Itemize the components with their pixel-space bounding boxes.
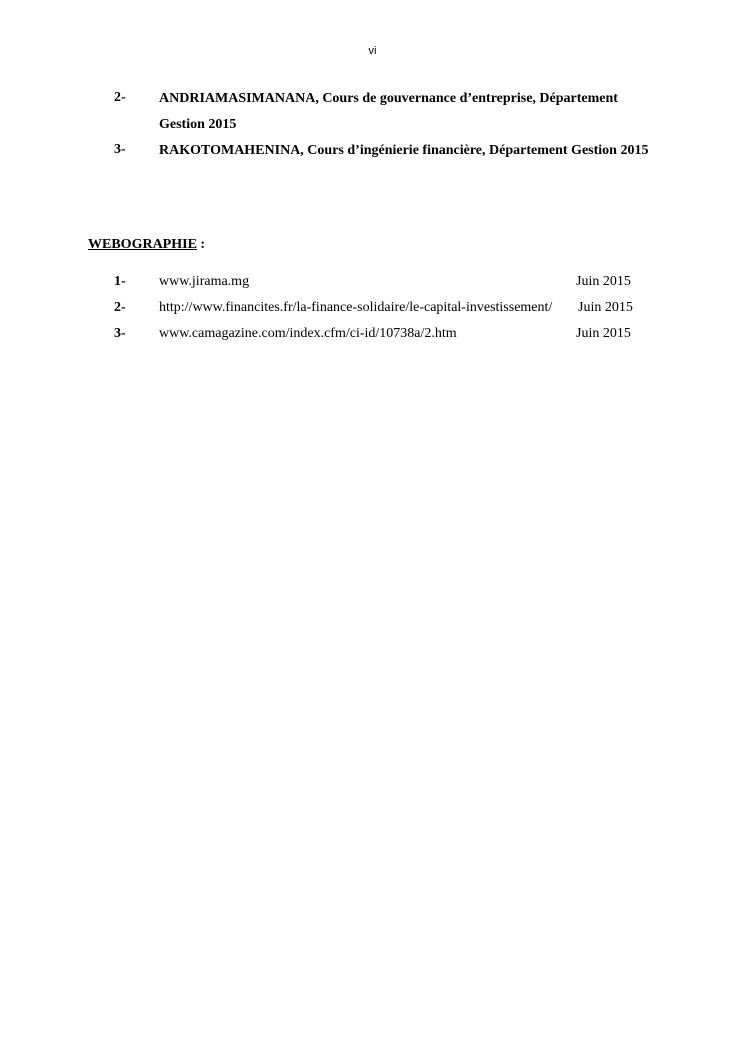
list-item-date: Juin 2015 <box>578 300 633 315</box>
list-item-number: 2- <box>114 300 126 315</box>
list-item-number: 2- <box>114 90 126 105</box>
list-item-link[interactable]: www.camagazine.com/index.cfm/ci-id/10738a/2.htm <box>159 326 457 341</box>
list-item-number: 3- <box>114 326 126 341</box>
list-item-date: Juin 2015 <box>576 326 631 341</box>
list-item-link[interactable]: www.jirama.mg <box>159 274 250 289</box>
list-item-number: 3- <box>114 142 126 157</box>
section-title-suffix: : <box>196 237 206 252</box>
list-item-text: ANDRIAMASIMANANA, Cours de gouvernance d’entreprise, Département Gestion 2015 <box>159 91 618 132</box>
list-item-link[interactable]: http://www.financites.fr/la-finance-solidaire/le-capital-investissement/ <box>159 300 553 315</box>
list-item-text: RAKOTOMAHENINA, Cours d’ingénierie financière, Département Gestion 2015 <box>159 143 649 158</box>
list-item-number: 1- <box>114 274 126 289</box>
section-title-label: WEBOGRAPHIE <box>88 237 197 252</box>
page-number: vi <box>368 45 377 57</box>
section-title <box>88 237 205 253</box>
list-item-date: Juin 2015 <box>576 274 631 289</box>
